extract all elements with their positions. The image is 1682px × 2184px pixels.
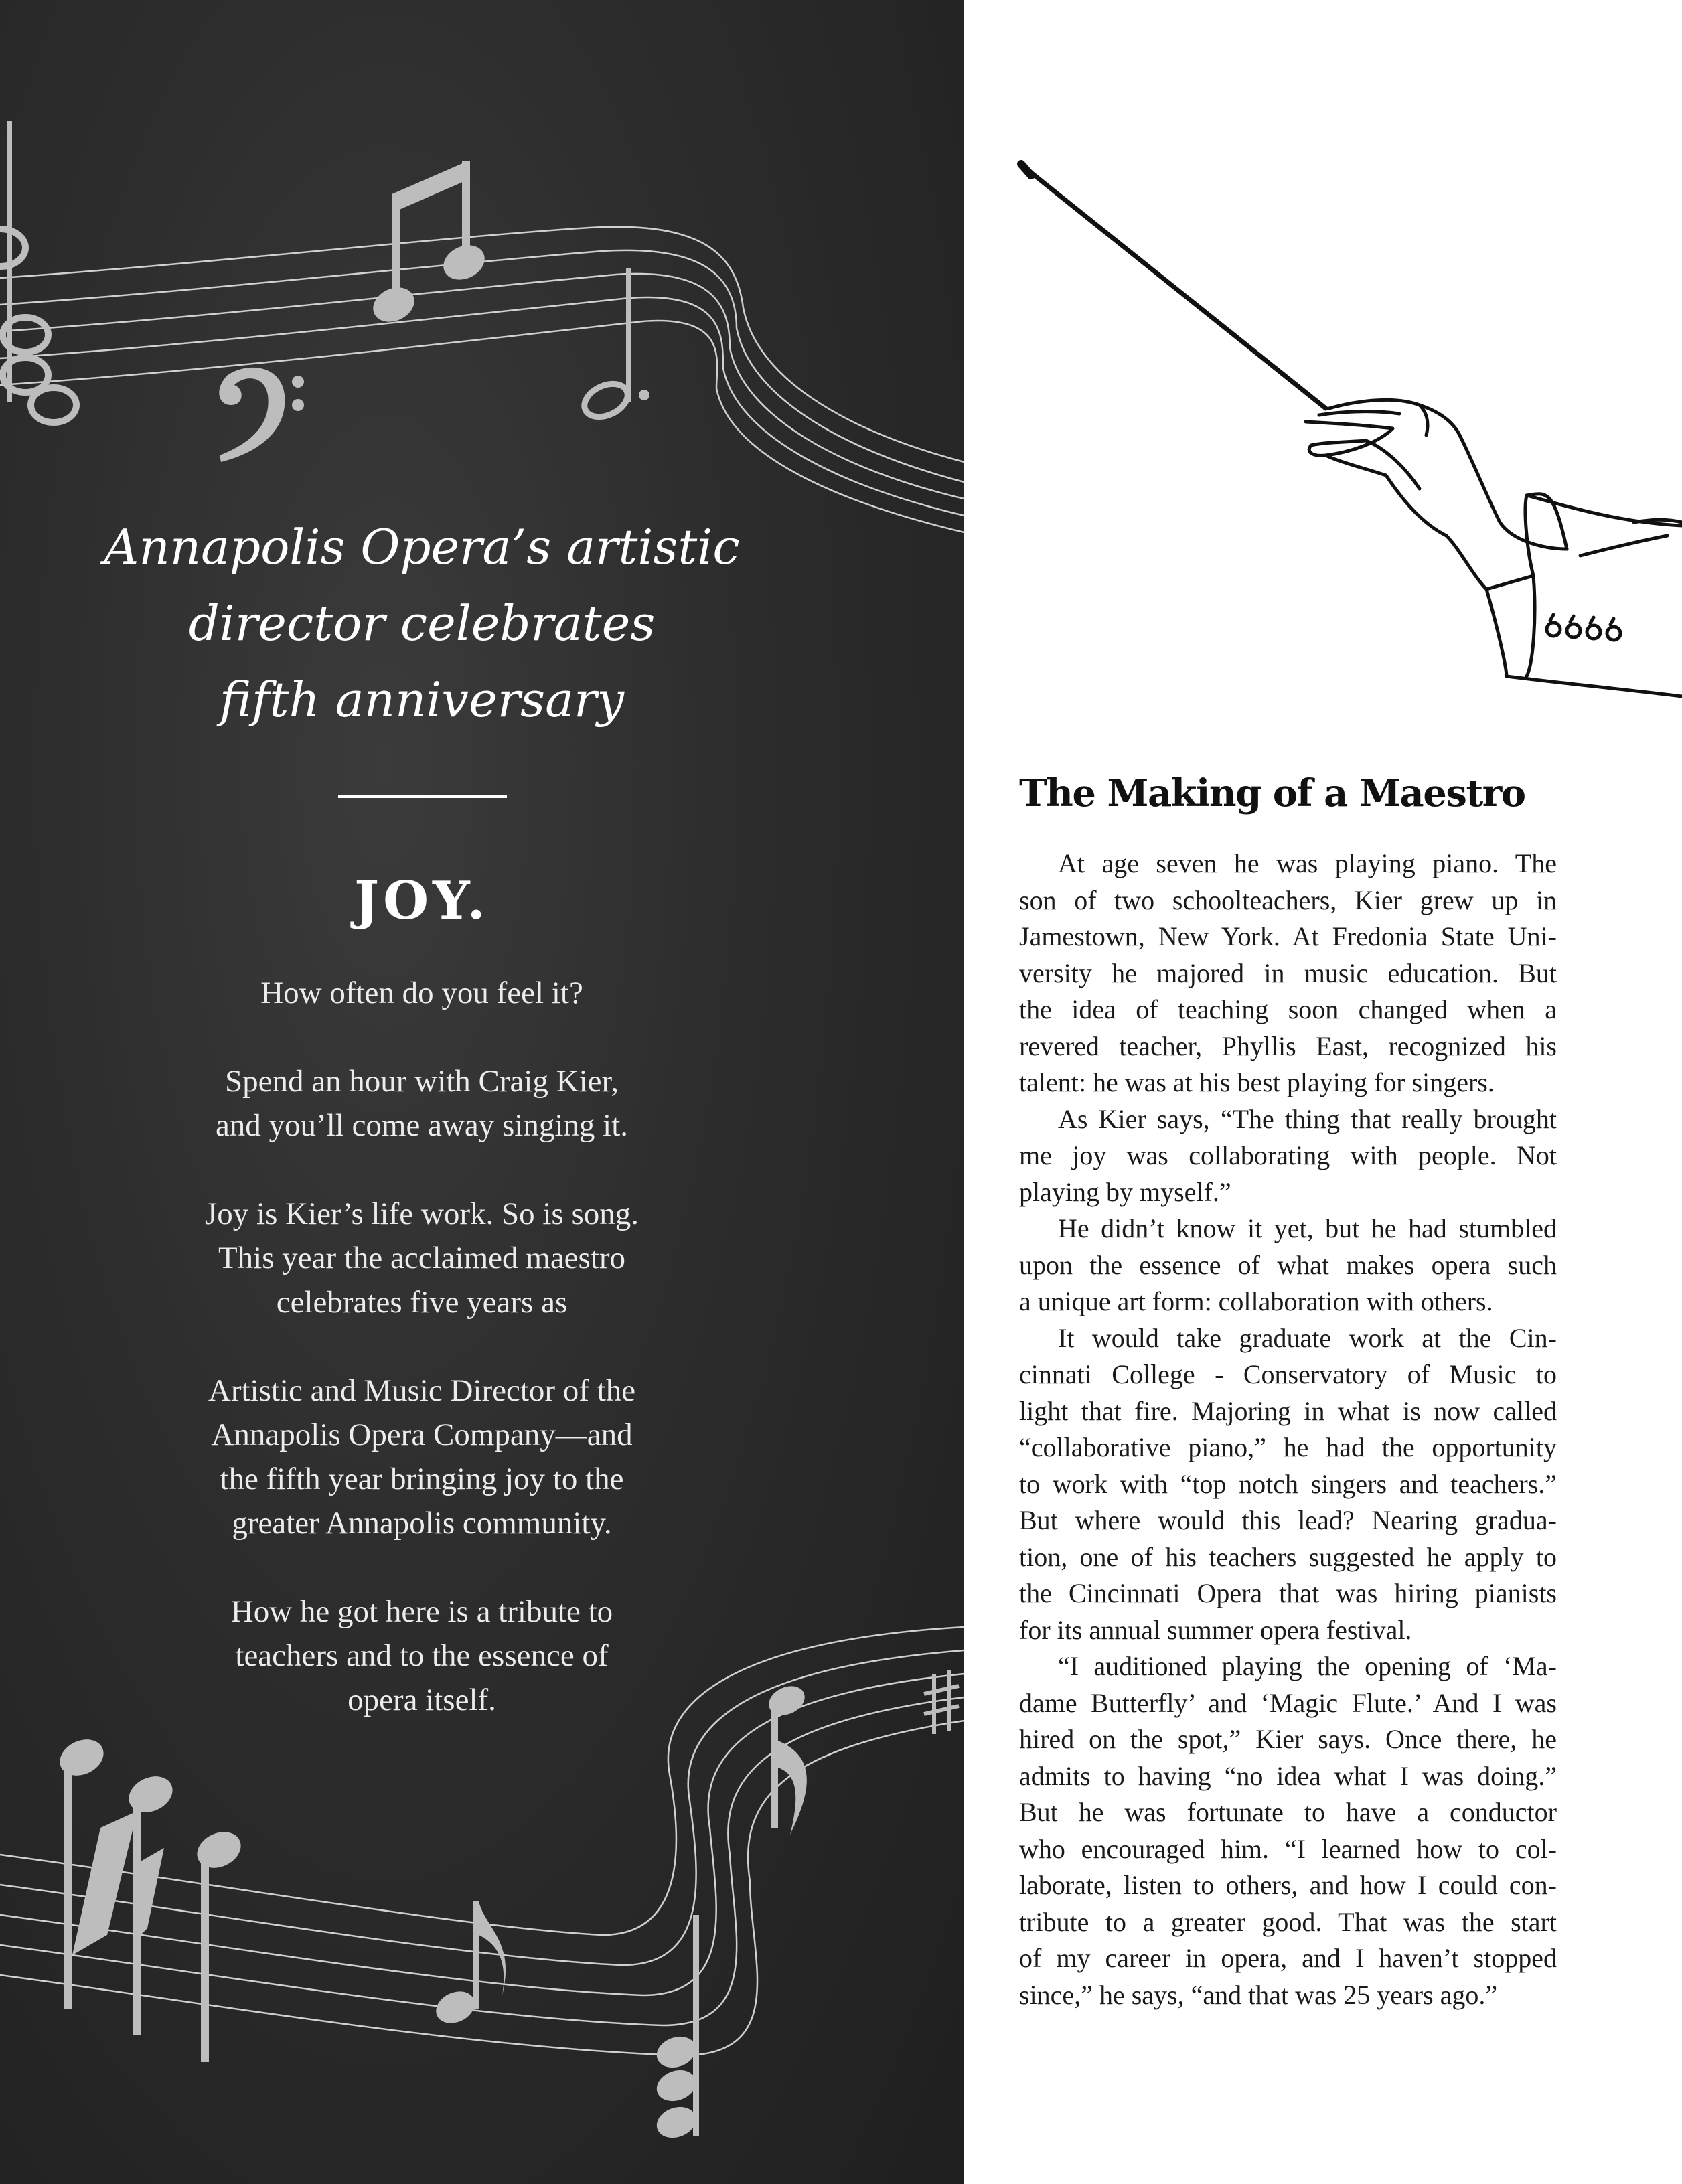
article-line: tribute to a greater good. That was the start (1019, 1906, 1557, 1937)
article-line: light that fire. Majoring in what is now called (1019, 1395, 1557, 1426)
note-flag (137, 1848, 164, 1938)
note-head (579, 378, 633, 424)
bass-clef-dot (292, 399, 304, 411)
article-line: tion, one of his teachers suggested he apply to (1019, 1541, 1557, 1572)
note-stem (626, 268, 631, 402)
divider-rule (338, 795, 507, 798)
article-title: The Making of a Maestro (1019, 771, 1525, 815)
article-line: revered teacher, Phyllis East, recognized his (1019, 1030, 1557, 1061)
intro-line: Joy is Kier’s life work. So is song. (205, 1196, 639, 1231)
note-stem (771, 1701, 778, 1828)
note-head (764, 1681, 810, 1721)
article-line: He didn’t know it yet, but he had stumbled (1058, 1213, 1557, 1243)
headline-line: Annapolis Opera’s artistic (104, 519, 740, 575)
note-flag (778, 1741, 807, 1835)
article-line: versity he majored in music education. But (1019, 957, 1557, 988)
intro-text (87, 971, 757, 1722)
article-line: the Cincinnati Opera that was hiring pianists (1019, 1578, 1557, 1608)
article-line: the idea of teaching soon changed when a (1019, 994, 1557, 1024)
intro-line: Artistic and Music Director of the (208, 1373, 636, 1408)
article-line: son of two schoolteachers, Kier grew up in (1019, 884, 1557, 915)
note-dot (639, 390, 649, 400)
article-line: me joy was collaborating with people. Not (1019, 1140, 1557, 1170)
intro-line: greater Annapolis community. (232, 1506, 612, 1541)
intro-line: teachers and to the essence of (235, 1638, 609, 1673)
top-staff-lines (0, 227, 964, 532)
article-line: But he was fortunate to have a conductor (1019, 1797, 1557, 1827)
note-stem (64, 1768, 72, 2009)
article-line: a unique art form: collaboration with others. (1019, 1286, 1493, 1316)
note-head (431, 1985, 480, 2029)
article-line: At age seven he was playing piano. The (1058, 848, 1557, 878)
article-line: dame Butterfly’ and ‘Magic Flute.’ And I was (1019, 1687, 1557, 1718)
paragraph-gap (87, 1148, 757, 1192)
article-line: for its annual summer opera festival. (1019, 1614, 1412, 1645)
intro-line: opera itself. (348, 1683, 496, 1717)
paragraph-gap (87, 1545, 757, 1589)
intro-line: the fifth year bringing joy to the (220, 1462, 624, 1496)
intro-line: celebrates five years as (276, 1285, 568, 1320)
note-head (0, 229, 25, 266)
bass-clef-dot (292, 376, 304, 388)
intro-line: How often do you feel it? (260, 976, 583, 1010)
article-line: upon the essence of what makes opera such (1019, 1249, 1557, 1280)
article-line: hired on the spot,” Kier says. Once there, he (1019, 1724, 1557, 1754)
note-head (54, 1733, 110, 1782)
note-head (123, 1770, 179, 1819)
top-notes (0, 121, 649, 462)
bass-clef-icon (219, 368, 285, 462)
article-line: to work with “top notch singers and teachers.” (1019, 1468, 1557, 1499)
conductor-hand-illustration (991, 147, 1682, 716)
cuff-button-icon (1587, 625, 1600, 639)
headline (87, 509, 757, 738)
bottom-notes (54, 1670, 959, 2143)
article-line: Jamestown, New York. At Fredonia State Uni- (1019, 921, 1557, 951)
intro-line: Annapolis Opera Company—and (211, 1417, 633, 1452)
intro-line: How he got here is a tribute to (230, 1594, 613, 1629)
article-body (1019, 846, 1557, 2013)
cuff-button-icon (1547, 623, 1560, 636)
article-line: since,” he says, “and that was 25 years ago.” (1019, 1979, 1498, 2010)
headline-line: fifth anniversary (219, 672, 625, 728)
intro-line: Spend an hour with Craig Kier, (224, 1064, 619, 1099)
cuff-button-icon (1607, 627, 1620, 640)
paragraph-gap (87, 1324, 757, 1369)
note-head (438, 239, 490, 287)
article-line: “I auditioned playing the opening of ‘Ma- (1058, 1651, 1557, 1681)
article-line: who encouraged him. “I learned how to col- (1019, 1833, 1557, 1864)
note-head (31, 388, 76, 422)
joy-heading: JOY. (354, 870, 489, 931)
article-line: “collaborative piano,” he had the opportunity (1019, 1432, 1557, 1462)
article-line: It would take graduate work at the Cin- (1058, 1322, 1557, 1353)
note-beam (392, 161, 469, 213)
intro-line: This year the acclaimed maestro (218, 1241, 626, 1275)
note-stem (693, 1915, 699, 2136)
paragraph-gap (87, 1015, 757, 1059)
intro-line: and you’ll come away singing it. (215, 1108, 629, 1143)
article-line: But where would this lead? Nearing gradua- (1019, 1505, 1557, 1535)
article-line: As Kier says, “The thing that really brought (1058, 1103, 1557, 1134)
article-line: playing by myself.” (1019, 1176, 1231, 1207)
article-line: laborate, listen to others, and how I could con- (1019, 1870, 1557, 1900)
article-line: cinnati College - Conservatory of Music to (1019, 1359, 1557, 1389)
headline-line: director celebrates (188, 595, 656, 651)
article-line: admits to having “no idea what I was doing.” (1019, 1760, 1557, 1791)
article-line: of my career in opera, and I haven’t stopped (1019, 1943, 1557, 1973)
note-stem (473, 1901, 479, 2009)
note-head (192, 1825, 247, 1875)
cuff-button-icon (1567, 624, 1580, 637)
article-line: talent: he was at his best playing for singers. (1019, 1067, 1495, 1097)
note-stem (201, 1861, 209, 2062)
baton-icon (1024, 167, 1326, 408)
